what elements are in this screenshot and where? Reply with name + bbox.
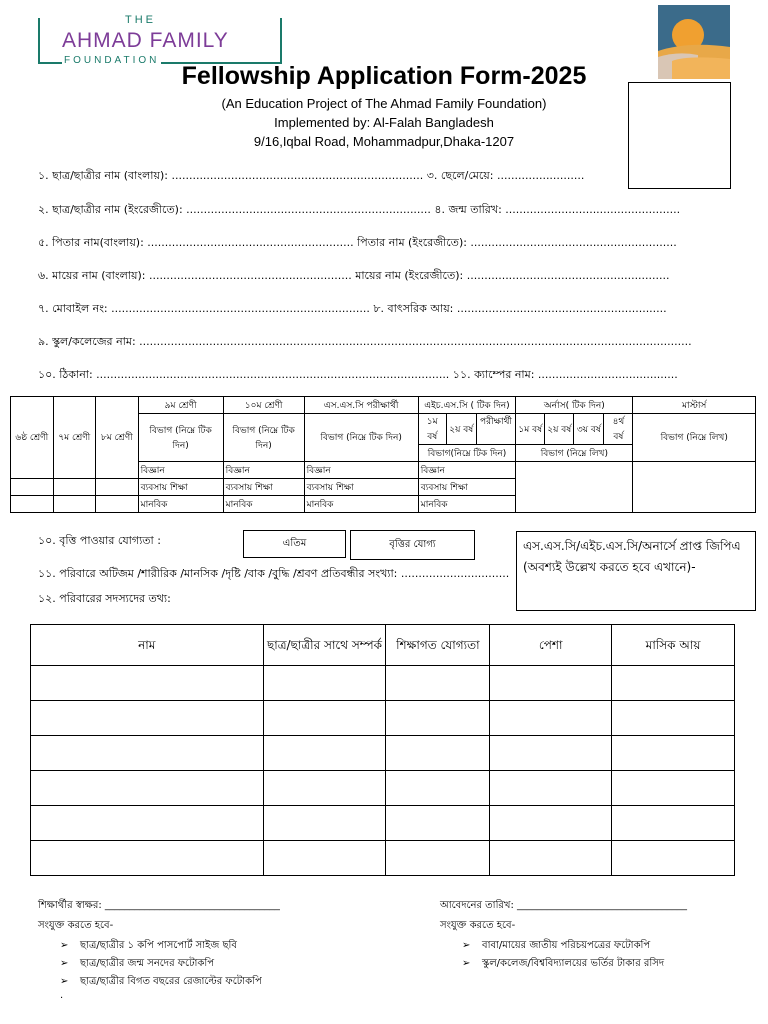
field-father-name[interactable]: ৫. পিতার নাম(বাংলায়): ........................................................... পিতার নাম (ইংরেজীতে): ........................................................... [38,236,677,249]
field-student-name-bn[interactable]: ১. ছাত্র/ছাত্রীর নাম (বাংলায়): ........................................................................ ৩. ছেলে/মেয়ে: ......................... [38,169,585,182]
implementer-line: Implemented by: Al-Falah Bangladesh [274,115,494,130]
col-relation: ছাত্র/ছাত্রীর সাথে সম্পর্ক [263,625,386,666]
orphan-option[interactable]: এতিম [243,530,346,558]
list-item: ➢ বাবা/মায়ের জাতীয় পরিচয়পত্রের ফটোকপি [462,940,651,951]
table-row[interactable] [31,771,735,806]
class9-science[interactable]: বিজ্ঞান [138,462,223,479]
list-item: ➢ ছাত্র/ছাত্রীর বিগত বছরের রেজাল্টের ফটোকপি [60,976,262,987]
trailing-dot: . [60,990,64,1001]
class10-science[interactable]: বিজ্ঞান [223,462,304,479]
field-mother-name[interactable]: ৬. মায়ের নাম (বাংলায়): .......................................................... মায়ের নাম (ইংরেজীতে): .......................................................... [38,269,670,282]
ssc-header: এস.এস.সি পরীক্ষার্থী [304,397,418,414]
family-info-label: ১২. পরিবারের সদস্যদের তথ্য: [38,592,171,605]
honours-header: অর্নাস( টিক দিন) [516,397,633,414]
col-income: মাসিক আয় [612,625,735,666]
masters-header: মাস্টার্স [633,397,756,414]
application-date[interactable]: আবেদনের তারিখ: __________________________________ [440,900,688,911]
arrow-icon: ➢ [60,958,69,969]
gpa-box[interactable]: এস.এস.সি/এইচ.এস.সি/অনার্সে প্রাপ্ত জিপিএ (অবশ্যই উল্লেখ করতে হবে এখানে)- [516,531,756,611]
hons-year2[interactable]: ২য় বর্ষ [545,414,574,445]
list-item: ➢ স্কুল/কলেজ/বিশ্ববিদ্যালয়ের ভর্তির টাকার রসিদ [462,958,665,969]
ssc-commerce[interactable]: ব্যবসায় শিক্ষা [304,479,418,496]
col-name: নাম [31,625,264,666]
masters-dept: বিভাগ (নিম্নে লিখ) [633,414,756,462]
class9-dept: বিভাগ (নিম্নে টিক দিন) [138,414,223,462]
form-title: Fellowship Application Form-2025 [181,62,587,90]
logo-foundation: FOUNDATION [64,55,160,66]
arrow-icon: ➢ [60,940,69,951]
class6-cell[interactable]: ৬ষ্ঠ শ্রেণী [11,397,54,479]
hsc-examinee[interactable]: পরীক্ষার্থী [476,414,515,445]
attach-left-label: সংযুক্ত করতে হবে- [38,920,114,931]
scholarship-option[interactable]: বৃত্তির যোগ্য [350,530,475,560]
arrow-icon: ➢ [462,958,471,969]
hsc-dept: বিভাগ(নিম্নে টিক দিন) [418,445,516,462]
hsc-header: এইচ.এস.সি ( টিক দিন) [418,397,516,414]
logo-name: AHMAD FAMILY [62,29,229,52]
table-row[interactable] [31,701,735,736]
hsc-year1[interactable]: ১ম বর্ষ [418,414,446,445]
class7-cell[interactable]: ৭ম শ্রেণী [53,397,96,479]
form-subtitle: (An Education Project of The Ahmad Family Foundation) [221,96,547,111]
hons-year1[interactable]: ১ম বর্ষ [516,414,545,445]
logo-the: THE [125,14,156,26]
arrow-icon: ➢ [462,940,471,951]
class10-commerce[interactable]: ব্যবসায় শিক্ষা [223,479,304,496]
hsc-arts[interactable]: মানবিক [418,496,516,513]
hons-year4[interactable]: ৪র্থ বর্ষ [604,414,633,445]
ssc-arts[interactable]: মানবিক [304,496,418,513]
eligibility-label: ১০. বৃত্তি পাওয়ার যোগ্যতা : [38,534,161,547]
table-row[interactable] [31,841,735,876]
col-education: শিক্ষাগত যোগ্যতা [386,625,490,666]
class9-header: ৯ম শ্রেণী [138,397,223,414]
hons-dept-write-area[interactable] [516,462,633,513]
table-row[interactable] [31,736,735,771]
class10-dept: বিভাগ (নিম্নে টিক দিন) [223,414,304,462]
field-school-name[interactable]: ৯. স্কুল/কলেজের নাম: .............................................................................................................................................................. [38,335,692,348]
list-item: ➢ ছাত্র/ছাত্রীর ১ কপি পাসপোর্ট সাইজ ছবি [60,940,237,951]
ssc-dept: বিভাগ (নিম্নে টিক দিন) [304,414,418,462]
class9-arts[interactable]: মানবিক [138,496,223,513]
class10-arts[interactable]: মানবিক [223,496,304,513]
attach-right-label: সংযুক্ত করতে হবে- [440,920,516,931]
class9-commerce[interactable]: ব্যবসায় শিক্ষা [138,479,223,496]
table-row[interactable] [31,666,735,701]
list-item: ➢ ছাত্র/ছাত্রীর জন্ম সনদের ফটোকপি [60,958,215,969]
field-disabled-count[interactable]: ১১. পরিবারে অটিজম /শারীরিক /মানসিক /দৃষ্টি /বাক /বুদ্ধি /শ্রবণ প্রতিবন্ধীর সংখ্যা: ............................... [38,567,510,580]
hons-year3[interactable]: ৩য় বর্ষ [574,414,604,445]
hsc-year2[interactable]: ২য় বর্ষ [446,414,476,445]
photo-box [628,82,731,189]
table-row[interactable] [31,806,735,841]
family-header-row [31,625,735,666]
field-address[interactable]: ১০. ঠিকানা: ..................................................................................................... ১১. ক্যাম্পের নাম: ........................................ [38,368,678,381]
field-mobile[interactable]: ৭. মোবাইল নং: .......................................................................... ৮. বাৎসরিক আয়: ............................................................ [38,302,667,315]
field-student-name-en[interactable]: ২. ছাত্র/ছাত্রীর নাম (ইংরেজীতে): ...................................................................... ৪. জন্ম তারিখ: .................................................. [38,203,681,216]
masters-dept-write-area[interactable] [633,462,756,513]
ssc-science[interactable]: বিজ্ঞান [304,462,418,479]
col-occupation: পেশা [490,625,612,666]
arrow-icon: ➢ [60,976,69,987]
hsc-science[interactable]: বিজ্ঞান [418,462,516,479]
class8-cell[interactable]: ৮ম শ্রেণী [96,397,139,479]
hsc-commerce[interactable]: ব্যবসায় শিক্ষা [418,479,516,496]
student-signature[interactable]: শিক্ষার্থীর স্বাক্ষর: ___________________________________ [38,900,280,911]
address-line: 9/16,Iqbal Road, Mohammadpur,Dhaka-1207 [253,134,515,149]
family-table [30,624,735,876]
hons-dept: বিভাগ (নিম্নে লিখ) [516,445,633,462]
class10-header: ১০ম শ্রেণী [223,397,304,414]
education-table [10,396,756,513]
